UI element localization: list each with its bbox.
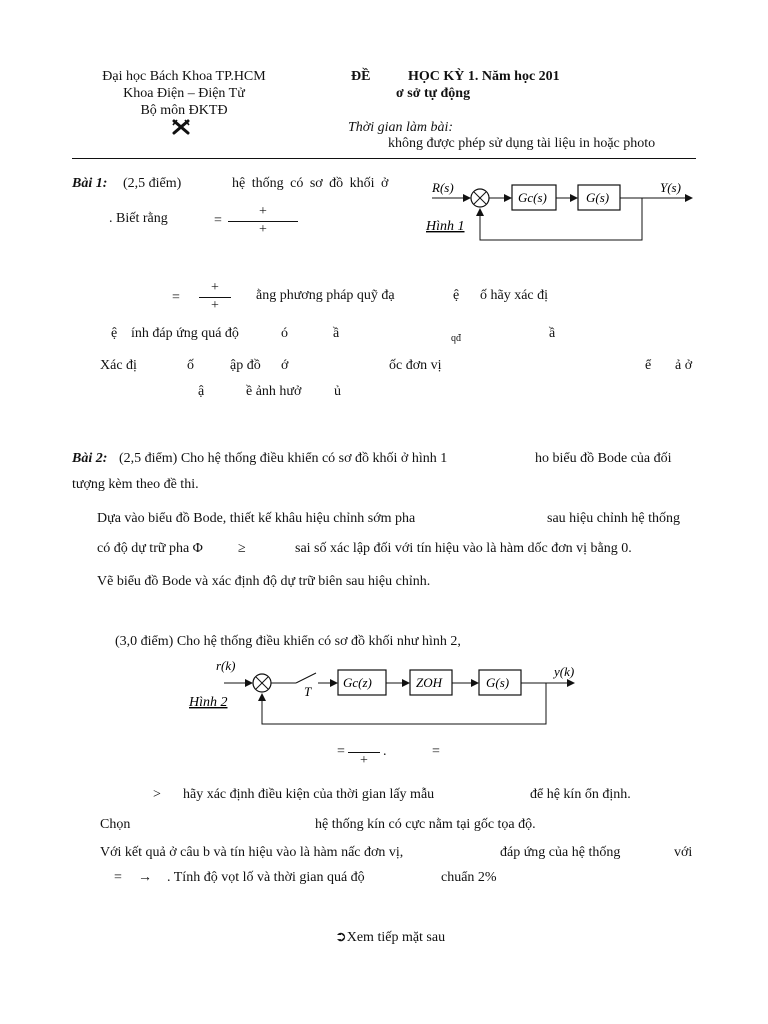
bai1-part-b-5: qđ <box>451 333 461 344</box>
bai3-eq-denominator: + <box>360 753 368 768</box>
bai1-label: Bài 1: <box>72 176 108 191</box>
time-label: Thời gian làm bài: <box>348 120 454 135</box>
bai3-part-d-3: . Tính độ vọt lố và thời gian quá độ <box>167 870 365 885</box>
bai2-line-5: Vẽ biểu đồ Bode và xác định độ dự trữ biên sau hiệu chỉnh. <box>97 574 431 589</box>
bai3-part-d-4: chuẩn 2% <box>441 870 497 885</box>
bai1-points: (2,5 điểm) <box>123 176 182 191</box>
university-name: Đại học Bách Khoa TP.HCM <box>102 69 266 84</box>
bai1-part-b-2: ính đáp ứng quá độ <box>131 326 239 341</box>
crossed-swords-icon <box>172 119 190 140</box>
bai1-given: . Biết rằng <box>109 211 168 226</box>
bai3-part-d-2: → <box>138 870 152 885</box>
fig2-output-label: y(k) <box>554 664 575 679</box>
semester-label: HỌC KỲ 1. Năm học 201 <box>408 69 560 84</box>
bai1-part-b-6: ầ <box>549 326 556 341</box>
bai1-part-d-2: ề ảnh hưở <box>246 384 302 399</box>
department-name: Bộ môn ĐKTĐ <box>140 103 228 118</box>
footer-note <box>335 929 445 946</box>
bai3-part-c-1: Với kết quả ở câu b và tín hiệu vào là hàm nấc đơn vị, <box>100 845 404 860</box>
bai3-part-c-2: đáp ứng của hệ thống <box>500 845 621 860</box>
fig2-caption: Hình 2 <box>189 695 228 710</box>
bai2-line-3b: sau hiệu chỉnh hệ thống <box>547 511 680 526</box>
bai1-part-c-6: ể <box>645 358 652 373</box>
faculty-name: Khoa Điện – Điện Tử <box>123 86 245 101</box>
fig2-sampler-switch <box>296 673 316 683</box>
bai1-part-a-3: ố hãy xác đị <box>480 288 549 303</box>
header-divider <box>72 158 696 159</box>
block-diagram-2 <box>180 654 580 730</box>
bai3-part-b-1: Chọn <box>100 817 131 832</box>
bai1-eq1-denominator: + <box>259 222 267 237</box>
bai3-part-d-1: = <box>114 870 122 885</box>
bai1-part-c-5: ốc đơn vị <box>389 358 442 373</box>
bai1-part-d-3: ủ <box>334 384 341 399</box>
bai1-part-c-7: ả ở <box>675 358 693 373</box>
bai1-eq1-numerator: + <box>259 204 267 219</box>
exam-note: không được phép sử dụng tài liệu in hoặc photo <box>388 136 656 151</box>
arrow-icon: ➲ <box>335 930 347 945</box>
bai3-part-b-2: hệ thống kín có cực nằm tại gốc tọa độ. <box>315 817 536 832</box>
bai3-part-c-3: với <box>674 845 693 860</box>
bai1-part-c-2: ố <box>187 358 194 373</box>
fig1-input-label: R(s) <box>432 180 454 195</box>
bai1-part-b-4: ầ <box>333 326 340 341</box>
bai2-line-2: tượng kèm theo đề thi. <box>72 477 199 492</box>
bai1-part-a-2: ệ <box>453 288 460 303</box>
bai2-line-4c: sai số xác lập đối với tín hiệu vào là hàm dốc đơn vị bằng 0. <box>295 541 632 556</box>
fig2-input-label: r(k) <box>216 658 236 673</box>
bai3-part-a-1: > <box>153 787 161 802</box>
bai1-part-c-3: ập đồ <box>230 358 261 373</box>
bai3-intro: (3,0 điểm) Cho hệ thống điều khiển có sơ đồ khối như hình 2, <box>115 634 461 649</box>
fig2-zoh-label: ZOH <box>416 675 443 690</box>
fig2-gc-label: Gc(z) <box>343 675 372 690</box>
fig1-feedback-path <box>480 198 642 240</box>
bai3-eq-sign-2: = <box>432 744 440 759</box>
bai1-part-d-1: ậ <box>198 384 205 399</box>
bai2-line-1b: ho biểu đồ Bode của đối <box>535 451 672 466</box>
bai2-line-4b: ≥ <box>238 541 246 556</box>
fig1-g-label: G(s) <box>586 190 610 205</box>
bai1-eq2-sign: = <box>172 290 180 305</box>
bai1-eq1-sign: = <box>214 213 222 228</box>
bai3-part-a-3: để hệ kín ổn định. <box>530 787 631 802</box>
bai2-label: Bài 2: <box>72 451 108 466</box>
fig2-sample-label: T <box>304 684 312 699</box>
block-diagram-1 <box>420 172 700 248</box>
bai1-intro: hệ thống có sơ đồ khối ở <box>232 176 389 191</box>
fig1-gc-label: Gc(s) <box>518 190 547 205</box>
bai2-line-3: Dựa vào biểu đồ Bode, thiết kế khâu hiệu chỉnh sớm pha <box>97 511 416 526</box>
bai1-part-b-3: ó <box>281 326 288 341</box>
bai3-eq-dot: . <box>383 744 387 759</box>
bai3-part-a-2: hãy xác định điều kiện của thời gian lấy mẫu <box>183 787 435 802</box>
bai3-eq-sign: = <box>337 744 345 759</box>
fig1-caption: Hình 1 <box>426 219 465 234</box>
exam-title: ĐỀ <box>351 69 371 84</box>
bai1-part-c-1: Xác đị <box>100 358 137 373</box>
bai1-part-a-1: ằng phương pháp quỹ đạ <box>256 288 395 303</box>
bai1-eq2-numerator: + <box>211 280 219 295</box>
bai1-part-b-1: ệ <box>111 326 118 341</box>
fig1-output-label: Y(s) <box>660 180 681 195</box>
subject-name: ơ sở tự động <box>396 86 471 101</box>
bai1-eq2-denominator: + <box>211 298 219 313</box>
bai2-line-1: (2,5 điểm) Cho hệ thống điều khiển có sơ đồ khối ở hình 1 <box>119 451 448 466</box>
bai2-line-4a: có độ dự trữ pha Φ <box>97 541 203 556</box>
footer-text: Xem tiếp mặt sau <box>346 930 446 945</box>
fig2-g-label: G(s) <box>486 675 510 690</box>
bai1-part-c-4: ớ <box>281 358 289 373</box>
